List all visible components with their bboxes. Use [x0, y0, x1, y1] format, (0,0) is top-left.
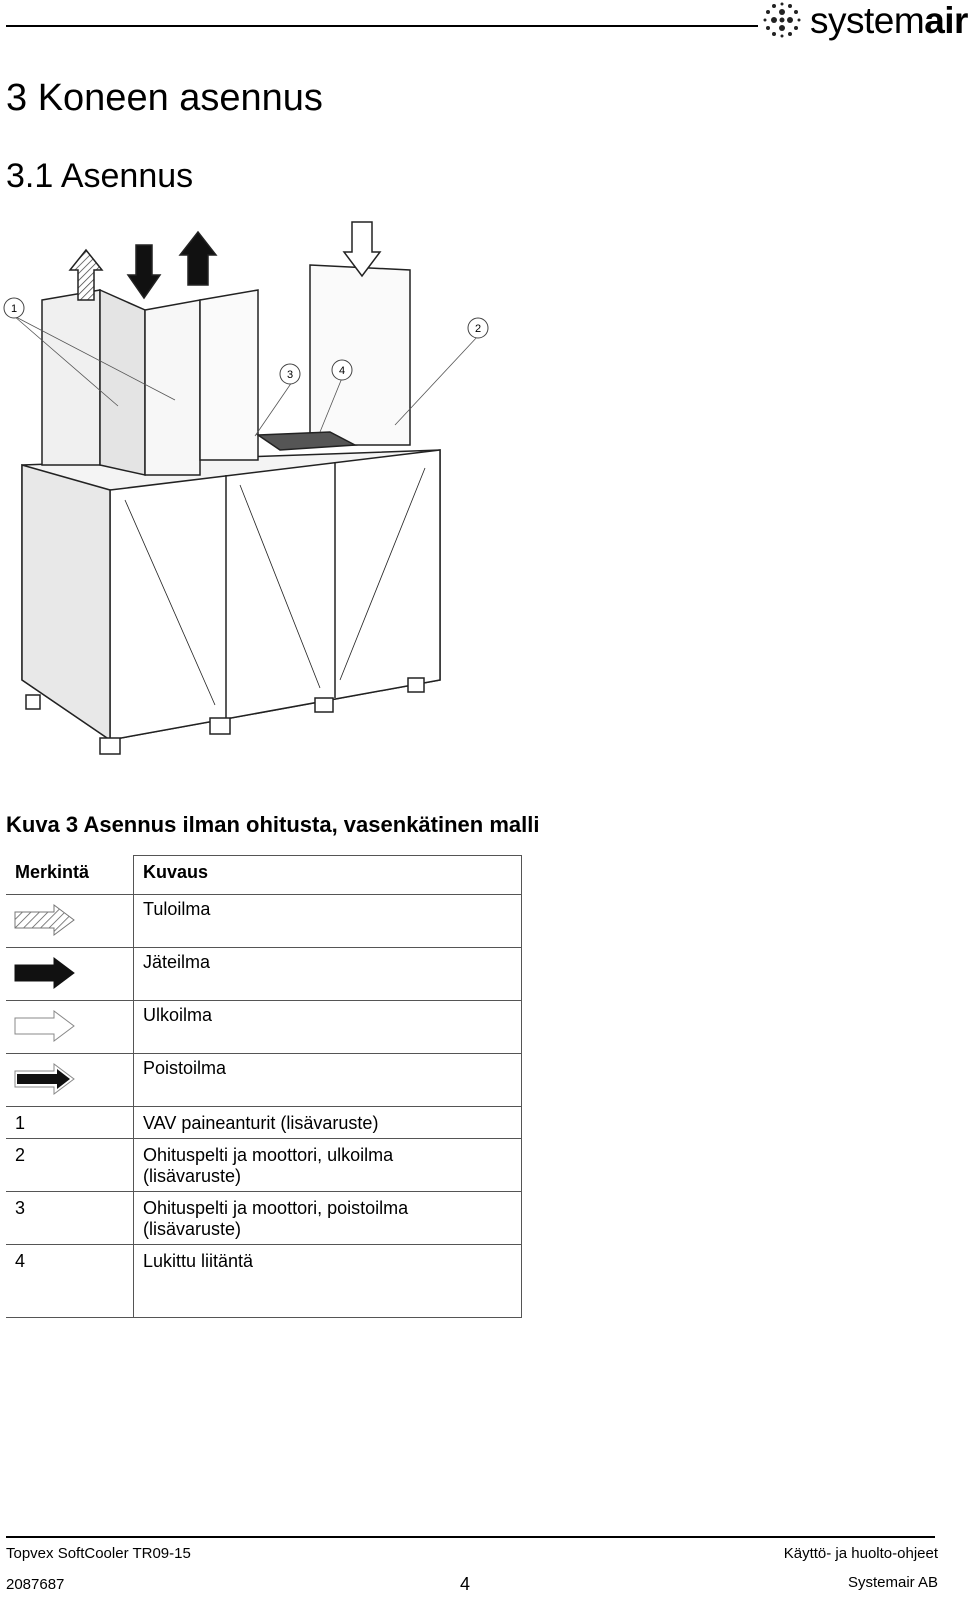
- page-number: 4: [460, 1574, 471, 1594]
- figure-caption: Kuva 3 Asennus ilman ohitusta, vasenkätinen malli: [6, 812, 540, 837]
- hatched-arrow-icon: [14, 903, 76, 937]
- table-row: [6, 1138, 522, 1191]
- col-header-merkinta: Merkintä: [15, 861, 90, 882]
- table-row: [6, 1106, 522, 1138]
- footer-product: Topvex SoftCooler TR09-15: [6, 1545, 191, 1562]
- legend-label: Ulkoilma: [143, 1004, 213, 1025]
- installation-figure: [0, 210, 480, 780]
- footer-doc-number: 2087687: [6, 1576, 65, 1593]
- footer-rule: [6, 1536, 935, 1538]
- row-mark: 1: [6, 1106, 134, 1138]
- callout-2: 2: [474, 323, 482, 335]
- row-mark: 4: [6, 1244, 134, 1317]
- logo-wordmark: systemair: [810, 0, 968, 41]
- row-mark: 2: [6, 1138, 134, 1191]
- page-title: 3 Koneen asennus: [6, 77, 323, 119]
- legend-label: Tuloilma: [143, 898, 211, 919]
- callout-3: 3: [286, 369, 294, 381]
- footer-doc-type: Käyttö- ja huolto-ohjeet: [783, 1545, 938, 1562]
- header-rule: [6, 25, 758, 27]
- row-text: VAV paineanturit (lisävaruste): [134, 1106, 522, 1138]
- row-text: Ohituspelti ja moottori, ulkoilma (lisävaruste): [134, 1138, 522, 1191]
- table-row: [6, 947, 522, 1000]
- col-header-kuvaus: Kuvaus: [143, 862, 209, 882]
- callout-4: 4: [338, 365, 346, 377]
- outline-white-arrow-icon: [14, 1009, 76, 1043]
- table-row: [6, 1000, 522, 1053]
- table-row: [6, 894, 522, 947]
- row-mark: 3: [6, 1191, 134, 1244]
- row-text: Lukittu liitäntä: [134, 1244, 522, 1317]
- table-header-row: [6, 856, 522, 895]
- legend-label: Poistoilma: [143, 1057, 227, 1078]
- row-text: Ohituspelti ja moottori, poistoilma (lisävaruste): [134, 1191, 522, 1244]
- black-outlined-arrow-icon: [14, 1062, 76, 1096]
- solid-black-arrow-icon: [14, 956, 76, 990]
- table-row: [6, 1191, 522, 1244]
- callout-1: 1: [10, 303, 18, 315]
- table-row: [6, 1244, 522, 1317]
- table-row: [6, 1053, 522, 1106]
- section-title: 3.1 Asennus: [6, 157, 194, 195]
- footer-company: Systemair AB: [847, 1574, 938, 1591]
- legend-label: Jäteilma: [143, 951, 211, 972]
- legend-table: [6, 855, 522, 1318]
